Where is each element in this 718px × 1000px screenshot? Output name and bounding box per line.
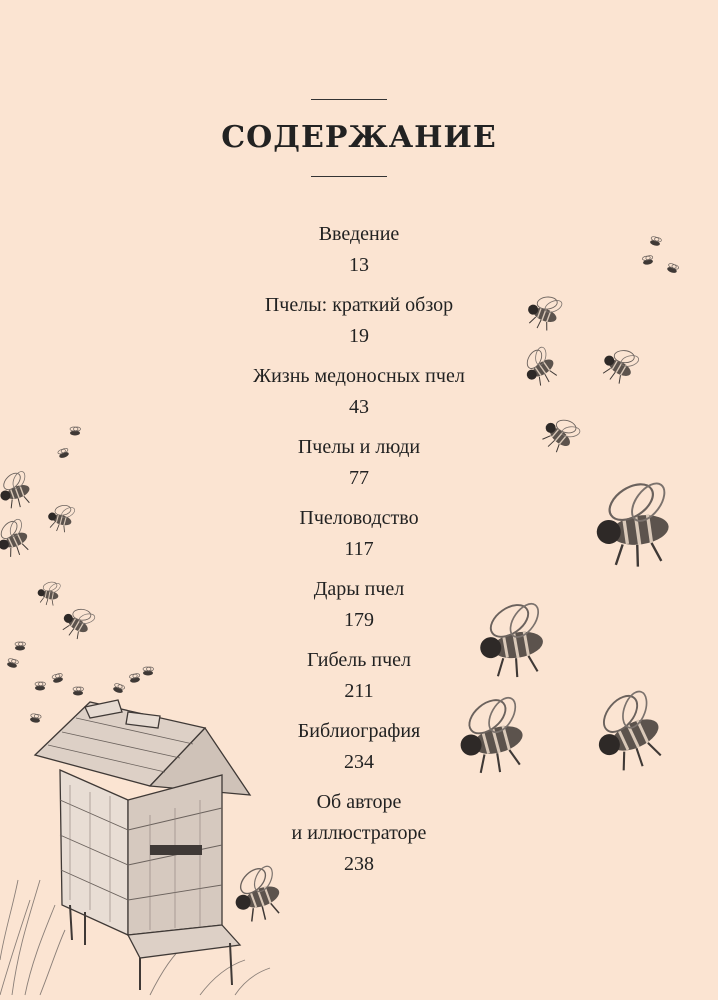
toc-entry-about-authors[interactable] [0,787,718,879]
toc-entry-title: Дары пчел [313,578,405,600]
toc-entry-bee-decline[interactable] [0,645,718,706]
toc-entry-beekeeping[interactable] [0,503,718,564]
toc-entry-title: Пчелы и люди [297,436,421,458]
toc-entry-introduction[interactable] [0,219,718,280]
toc-entry-title-line2: и иллюстраторе [291,822,427,844]
toc-entry-title: Гибель пчел [306,649,411,671]
toc-entry-title: Пчеловодство [299,507,419,529]
toc-entry-title: Библиография [297,720,421,742]
page-title: СОДЕРЖАНИЕ [221,120,497,155]
title-rule-top [311,99,387,100]
toc-entry-title: Жизнь медоносных пчел [253,365,465,387]
toc-entry-page: 211 [344,680,374,702]
toc-entry-bees-and-people[interactable] [0,432,718,493]
toc-entry-page: 179 [344,609,374,631]
toc-entry-honeybee-life[interactable] [0,361,718,422]
toc-entry-page: 77 [349,467,369,489]
toc-entry-title: Введение [318,223,400,245]
toc-entry-bibliography[interactable] [0,716,718,777]
toc-entry-page: 238 [344,853,374,875]
toc-entry-page: 13 [349,254,369,276]
toc-entry-bees-overview[interactable] [0,290,718,351]
toc-entry-title: Пчелы: краткий обзор [264,294,454,316]
toc-entry-page: 19 [349,325,369,347]
toc-entry-gifts-of-bees[interactable] [0,574,718,635]
toc-entry-page: 234 [344,751,374,773]
toc-entry-page: 43 [349,396,369,418]
toc-entry-page: 117 [344,538,374,560]
toc-entry-title: Об авторе [316,791,402,813]
title-rule-bottom [311,176,387,177]
table-of-contents [0,219,718,879]
